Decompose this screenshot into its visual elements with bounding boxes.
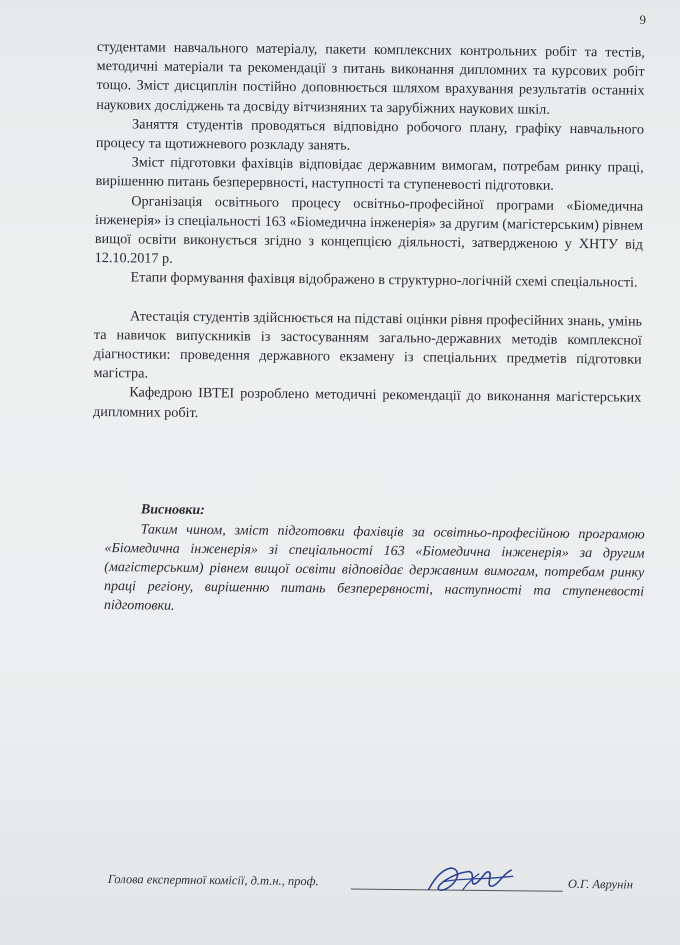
paragraph-classes: Заняття студентів проводяться відповідно робочого плану, графіку навчального процесу та щотижневого розкладу занять. — [95, 116, 645, 154]
paragraph-stages: Етапи формування фахівця відображено в структурно-логічній схемі спеціальності. — [130, 269, 638, 292]
conclusions-title: Висновки: — [140, 502, 205, 519]
paragraph-content-compliance: Зміст підготовки фахівців відповідає державним вимогам, потребам ринку праці, вирішенню питань безперервності, наступності та ступеневості підготовки. — [95, 154, 644, 195]
conclusions-text: Таким чином, зміст підготовки фахівців за освітньо-професійною програмою «Біомедична інженерія» зі спеціальності 163 «Біомедична інженерія» за другим (магістерським) рівнем вищої освіти відповідає державним вимогам, потребам ринку праці регіону, вирішенню питань безперервності, наступності та ступеневості підготовки. — [103, 522, 645, 614]
paragraph-department: Кафедрою ІВТЕІ розроблено методичні рекомендації до виконання магістерських дипломних робіт. — [93, 384, 642, 421]
signer-role: Голова експертної комісії, д.т.н., проф. — [107, 871, 319, 889]
signature-icon — [423, 859, 518, 902]
signature-block — [107, 868, 653, 892]
paragraph-organization: Організація освітнього процесу освітньо-професійної програми «Біомедична інженерія» із спеціальності 163 «Біомедична інженерія» за другим (магістерським) рівнем вищої освіти виконується згідно з концепцією діяльності, затвердженою у ХНТУ від 12.10.2017 р. — [94, 192, 644, 268]
body-text — [93, 38, 645, 428]
signer-name: О.Г. Аврунін — [567, 876, 634, 892]
paragraph-attestation: Атестація студентів здійснюється на підставі оцінки рівня професійних знань, умінь та навичок випускників із застосуванням загально-державних методів комплексної діагностики: проведення державного екзамену із спеціальних предметів підготовки магістра. — [93, 308, 643, 382]
conclusions-section — [104, 500, 645, 621]
page-number: 9 — [639, 12, 646, 27]
paragraph-continuation: студентами навчального матеріалу, пакети комплексних контрольних робіт та тестів, методичні матеріали та рекомендації з питань виконання дипломних та курсових робіт тощо. Зміст дисциплін постійно доповнюється шляхом врахування результатів останніх наукових досліджень та досвіду вітчизняних та зарубіжних наукових шкіл. — [96, 38, 645, 118]
